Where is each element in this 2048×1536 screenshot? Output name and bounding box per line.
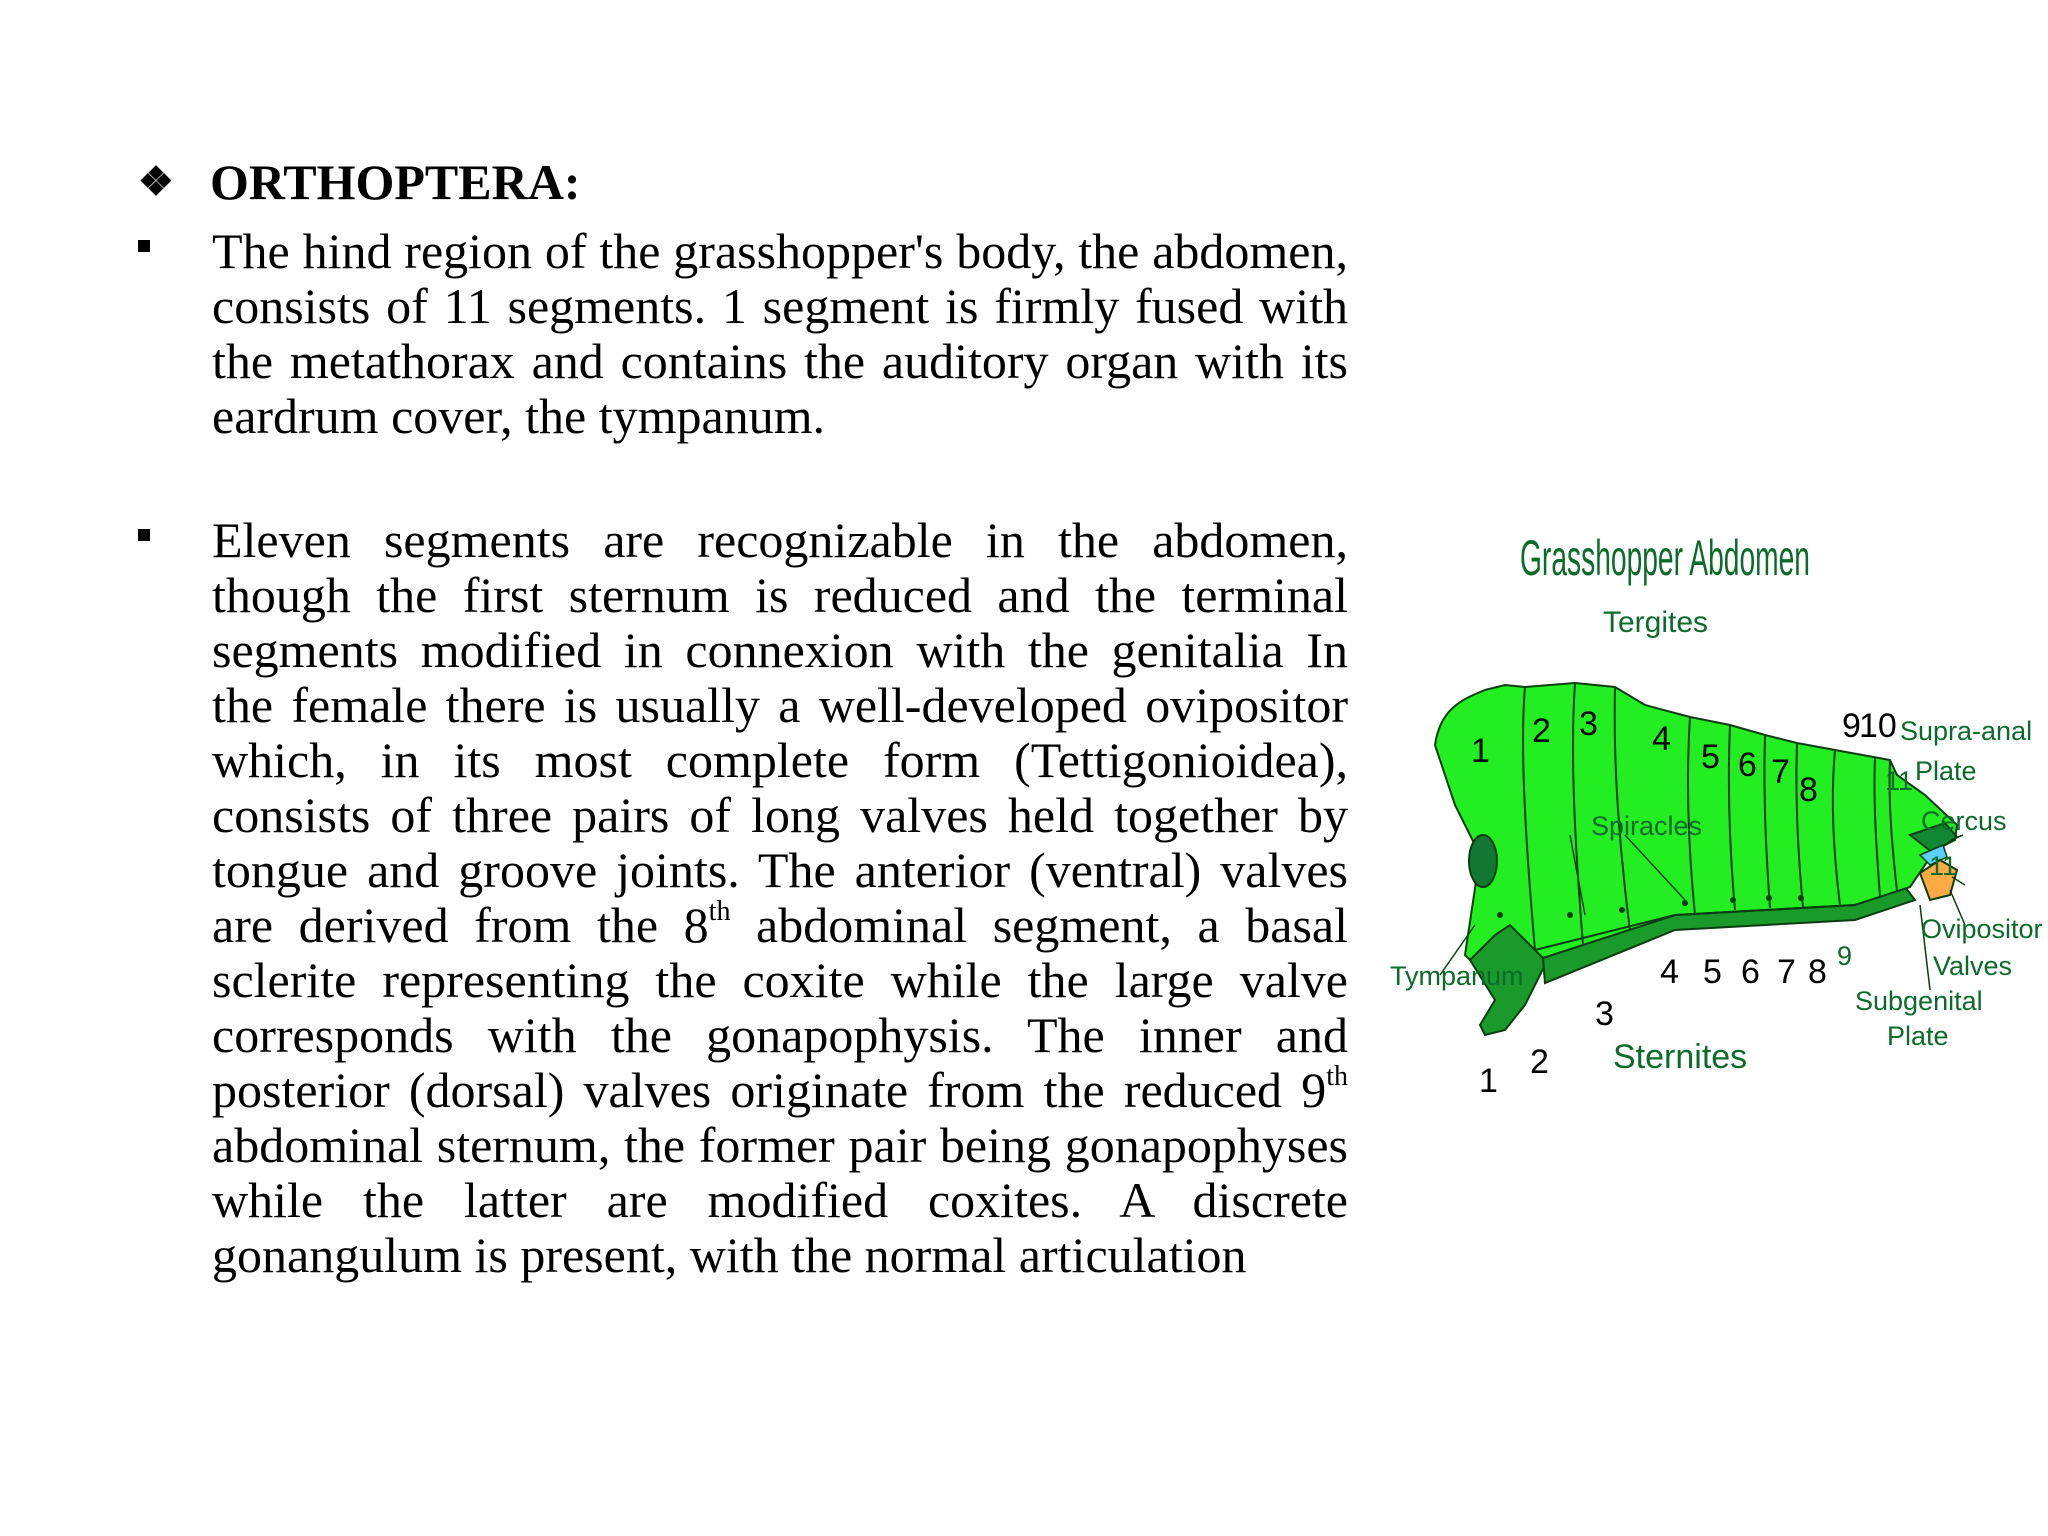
tympanum-label: Tympanum	[1390, 961, 1524, 991]
sternite-number-2: 2	[1530, 1043, 1549, 1081]
bullet-text-2-part2: abdominal segment, a basal sclerite representing the coxite while the large valve corresponds with the gonapophysis. The inner and posterior (dorsal) valves originate from the reduced 9	[212, 897, 1348, 1118]
abdomen-illustration	[1385, 505, 2043, 1130]
tergite-number-2: 2	[1532, 712, 1551, 750]
grasshopper-abdomen-diagram	[1385, 505, 2043, 1130]
tergite-number-7: 7	[1771, 753, 1790, 791]
sternite-number-8: 8	[1808, 953, 1827, 991]
ovipositor-label-line1: Ovipositor	[1921, 914, 2043, 944]
sternite-number-7: 7	[1777, 953, 1796, 991]
sternite-number-9: 9	[1837, 941, 1853, 971]
bullet-item-2	[138, 513, 1348, 1283]
figure-title: Grasshopper Abdomen	[1520, 530, 1810, 586]
bullet-item-1	[138, 224, 1348, 444]
superscript-th: th	[708, 896, 731, 927]
slide-heading	[138, 150, 580, 214]
sternite-number-5: 5	[1703, 953, 1722, 991]
square-bullet-icon	[138, 240, 150, 252]
tergites-label: Tergites	[1603, 606, 1709, 639]
tergite-number-4: 4	[1652, 720, 1671, 758]
tympanum-ellipse	[1469, 835, 1497, 887]
sternite-number-4: 4	[1660, 953, 1679, 991]
heading-title: ORTHOPTERA:	[210, 154, 581, 210]
bullet-text-2	[212, 513, 1348, 1283]
spiracles-label: Spiracles	[1591, 811, 1703, 841]
tergite-number-11: 11	[1885, 766, 1914, 796]
cercus-number-11: 11	[1929, 851, 1958, 881]
tergite-number-1: 1	[1471, 732, 1490, 770]
cercus-label: Cercus	[1921, 806, 2007, 836]
tergite-number-9: 9	[1842, 707, 1861, 745]
tergite-number-10: 10	[1859, 707, 1897, 745]
tergite-number-6: 6	[1738, 746, 1757, 784]
sternite-number-1: 1	[1479, 1062, 1498, 1100]
bullet-text-2-part3: abdominal sternum, the former pair being gonapophyses while the latter are modified coxites. A discrete gonangulum is present, with the normal articulation	[212, 1117, 1348, 1283]
sternites-label: Sternites	[1613, 1038, 1748, 1076]
diamond-bullet-icon: ❖	[138, 159, 174, 204]
superscript-th: th	[1326, 1061, 1348, 1092]
square-bullet-icon	[138, 529, 150, 541]
sternite-number-3: 3	[1595, 995, 1614, 1033]
bullet-text-1: The hind region of the grasshopper's body, the abdomen, consists of 11 segments. 1 segment is firmly fused with the metathorax and contains the auditory organ with its eardrum cover, the tympanum.	[212, 223, 1348, 444]
supra-anal-label-line1: Supra-anal	[1900, 716, 2033, 746]
tergite-number-3: 3	[1579, 705, 1598, 743]
bullet-text-2-part1: Eleven segments are recognizable in the abdomen, though the first sternum is reduced and the terminal segments modified in connexion with the genitalia In the female there is usually a well-developed ovipositor which, in its most complete form (Tettigonioidea), consists of three pairs of long valves held together by tongue and groove joints. The anterior (ventral) valves are derived from the 8	[212, 512, 1348, 953]
subgenital-label-line2: Plate	[1887, 1021, 1949, 1051]
tergite-number-5: 5	[1701, 738, 1720, 776]
supra-anal-label-line2: Plate	[1915, 756, 1977, 786]
sternite-number-6: 6	[1741, 953, 1760, 991]
ovipositor-label-line2: Valves	[1933, 951, 2013, 981]
subgenital-label-line1: Subgenital	[1855, 986, 1983, 1016]
tergite-number-8: 8	[1799, 771, 1818, 809]
